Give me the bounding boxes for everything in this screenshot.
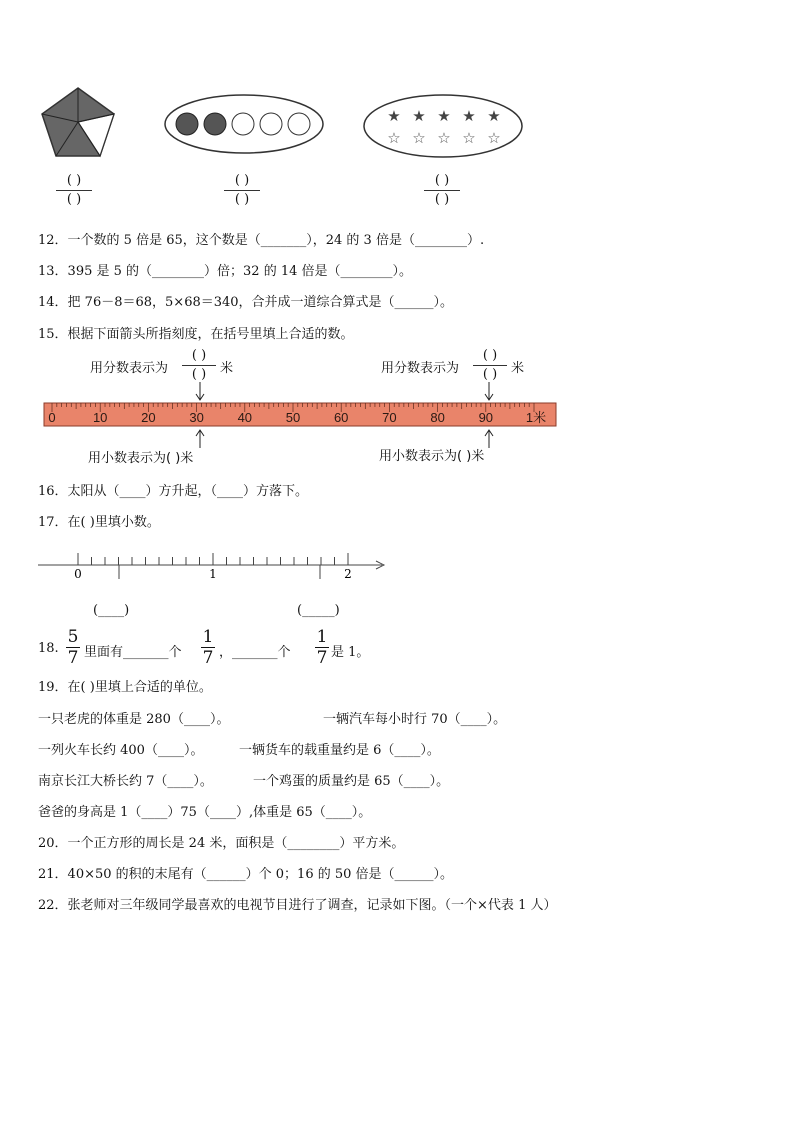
question-20: 20．一个正方形的周长是 24 米，面积是（________）平方米。 bbox=[38, 836, 405, 851]
question-19: 19．在( )里填上合适的单位。 bbox=[38, 680, 212, 695]
fraction-1-7-b: 1 7 bbox=[316, 627, 328, 668]
svg-text:☆: ☆ bbox=[487, 129, 501, 147]
circles-oval-figure bbox=[163, 93, 325, 155]
numberline-label-2: 2 bbox=[344, 567, 352, 581]
q19-row3-b[interactable]: 一个鸡蛋的质量约是 65（____）。 bbox=[253, 774, 450, 789]
numberline-blank-2[interactable]: (_____) bbox=[297, 603, 340, 618]
ruler-tick-label: 0 bbox=[48, 410, 56, 425]
ruler bbox=[38, 382, 562, 452]
ruler-tick-label: 20 bbox=[141, 410, 156, 425]
question-15: 15．根据下面箭头所指刻度，在括号里填上合适的数。 bbox=[38, 327, 354, 342]
fraction-label-right: 用分数表示为 bbox=[381, 361, 460, 376]
q19-row2-a[interactable]: 一列火车长约 400（____）。 bbox=[38, 743, 204, 758]
question-14: 14．把 76－8＝68，5×68＝340，合并成一道综合算式是（______）。 bbox=[38, 295, 454, 310]
ruler-tick-label: 1米 bbox=[525, 410, 547, 425]
unit-label-left: 米 bbox=[220, 361, 234, 376]
q19-row2-b[interactable]: 一辆货车的载重量约是 6（____）。 bbox=[239, 743, 440, 758]
ruler-tick-label: 30 bbox=[189, 410, 204, 425]
stars-oval-figure bbox=[362, 93, 524, 159]
svg-text:★: ★ bbox=[387, 107, 401, 125]
unit-label-right: 米 bbox=[511, 361, 525, 376]
q19-row1-b[interactable]: 一辆汽车每小时行 70（____）。 bbox=[323, 712, 507, 727]
q19-row1-a[interactable]: 一只老虎的体重是 280（____）。 bbox=[38, 712, 230, 727]
svg-text:☆: ☆ bbox=[387, 129, 401, 147]
svg-text:☆: ☆ bbox=[462, 129, 476, 147]
question-21: 21．40×50 的积的末尾有（______）个 0；16 的 50 倍是（______）。 bbox=[38, 867, 454, 882]
ruler-tick-label: 50 bbox=[285, 410, 301, 425]
numberline-label-0: 0 bbox=[74, 567, 82, 581]
question-18-part2[interactable]: ，_______个 bbox=[219, 645, 291, 660]
ruler-tick-label: 10 bbox=[92, 410, 108, 425]
q19-row4[interactable]: 爸爸的身高是 1（____）75（____）,体重是 65（____）。 bbox=[38, 805, 372, 820]
svg-text:★: ★ bbox=[487, 107, 501, 125]
ruler-tick-label: 70 bbox=[382, 410, 397, 425]
fraction-label-left: 用分数表示为 bbox=[90, 361, 169, 376]
svg-text:★: ★ bbox=[437, 107, 451, 125]
fraction-5-7: 5 7 bbox=[67, 627, 79, 668]
question-17: 17．在( )里填小数。 bbox=[38, 515, 160, 530]
ruler-tick-label: 90 bbox=[478, 410, 494, 425]
question-12: 12．一个数的 5 倍是 65，这个数是（_______），24 的 3 倍是（________）. bbox=[38, 233, 485, 248]
decimal-label-left[interactable]: 用小数表示为( )米 bbox=[88, 451, 194, 466]
svg-text:☆: ☆ bbox=[412, 129, 426, 147]
pentagon-figure bbox=[40, 86, 116, 158]
fraction-blank-1[interactable]: ( ) ( ) bbox=[56, 173, 92, 208]
fraction-1-7-a: 1 7 bbox=[202, 627, 214, 668]
question-18-part1[interactable]: 里面有_______个 bbox=[84, 645, 182, 660]
numberline-label-1: 1 bbox=[209, 567, 217, 581]
fraction-blank-3[interactable]: ( ) ( ) bbox=[424, 173, 460, 208]
decimal-label-right[interactable]: 用小数表示为( )米 bbox=[379, 449, 485, 464]
question-13: 13．395 是 5 的（________）倍；32 的 14 倍是（________）。 bbox=[38, 264, 413, 279]
svg-text:★: ★ bbox=[412, 107, 426, 125]
ruler-fraction-blank-left[interactable]: ( ) ( ) bbox=[182, 348, 216, 383]
question-22: 22．张老师对三年级同学最喜欢的电视节目进行了调查，记录如下图。（一个×代表 1 人） bbox=[38, 898, 557, 913]
ruler-tick-label: 40 bbox=[237, 410, 253, 425]
number-line bbox=[38, 548, 390, 584]
svg-text:★: ★ bbox=[462, 107, 476, 125]
q19-row3-a[interactable]: 南京长江大桥长约 7（____）。 bbox=[38, 774, 213, 789]
question-18-number: 18. bbox=[38, 641, 59, 656]
ruler-tick-label: 60 bbox=[333, 410, 349, 425]
ruler-fraction-blank-right[interactable]: ( ) ( ) bbox=[473, 348, 507, 383]
numberline-blank-1[interactable]: (____) bbox=[93, 603, 130, 618]
svg-text:☆: ☆ bbox=[437, 129, 451, 147]
fraction-blank-2[interactable]: ( ) ( ) bbox=[224, 173, 260, 208]
question-18-part3: 是 1。 bbox=[331, 645, 370, 660]
ruler-tick-label: 80 bbox=[430, 410, 445, 425]
question-16: 16．太阳从（____）方升起，（____）方落下。 bbox=[38, 484, 309, 499]
